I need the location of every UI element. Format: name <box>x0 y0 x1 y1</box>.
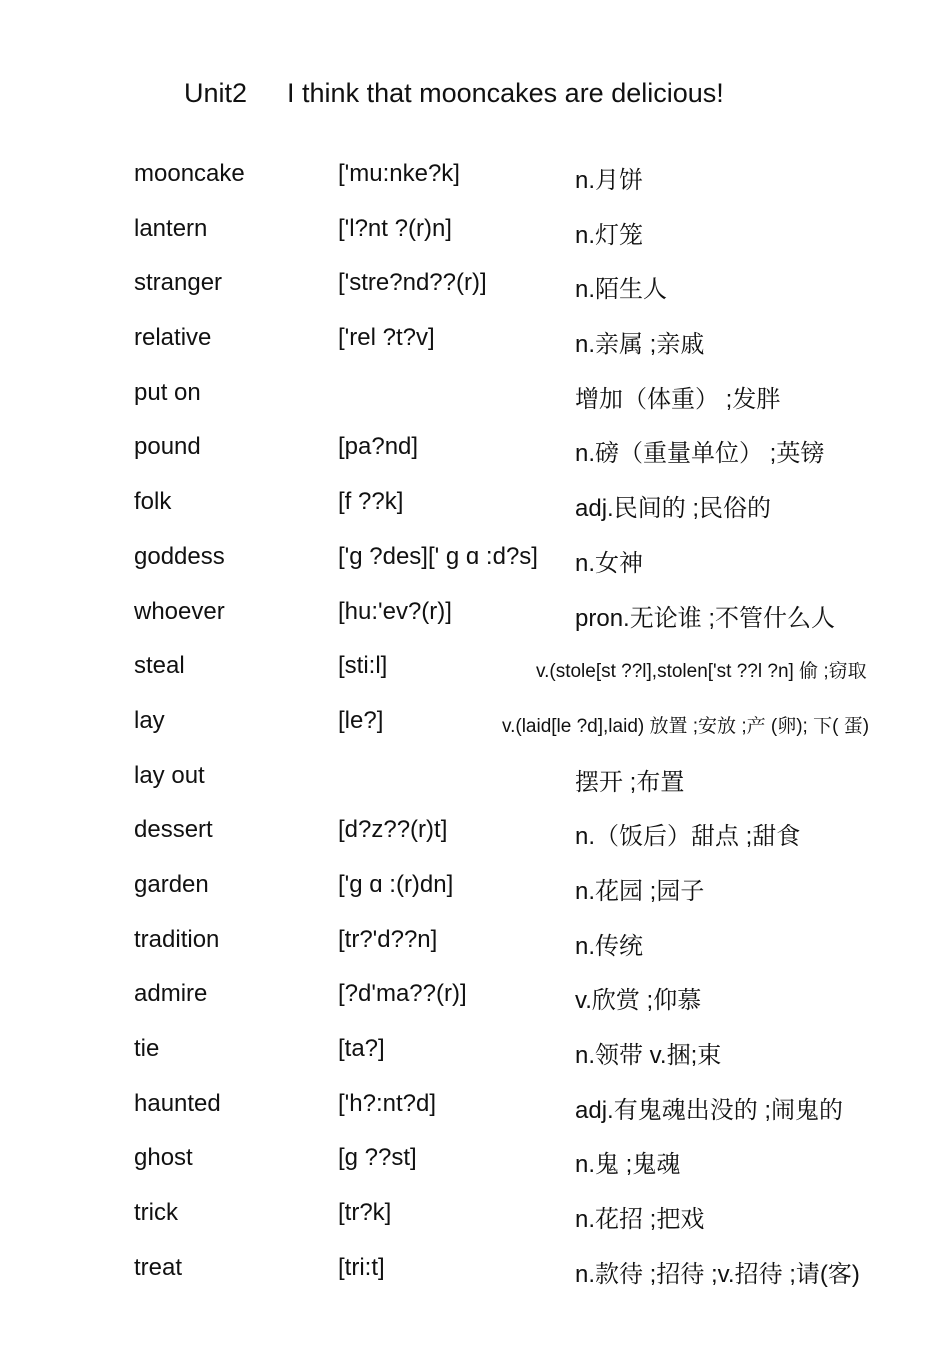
meaning: n.款待 ;招待 ;v.招待 ;请(客) <box>575 1260 860 1288</box>
phonetic: [tr?'d??n] <box>338 925 438 953</box>
word: tradition <box>134 925 220 953</box>
meaning: 摆开 ;布置 <box>575 768 685 796</box>
vocab-row-tie <box>0 1025 950 1080</box>
vocab-row-steal <box>0 642 950 697</box>
meaning: v.(stole[st ??l],stolen['st ??l ?n] 偷 ;窃取 <box>536 661 867 683</box>
vocab-row-lay <box>0 697 950 752</box>
vocab-row-dessert <box>0 806 950 861</box>
meaning: n.鬼 ;鬼魂 <box>575 1151 681 1179</box>
vocab-row-ghost <box>0 1134 950 1189</box>
meaning: n.亲属 ;亲戚 <box>575 331 705 359</box>
meaning: pron.无论谁 ;不管什么人 <box>575 604 836 632</box>
word: lantern <box>134 214 208 242</box>
phonetic: ['l?nt ?(r)n] <box>338 214 452 242</box>
vocab-row-tradition <box>0 916 950 971</box>
word: steal <box>134 652 185 680</box>
meaning: n.传统 <box>575 932 644 960</box>
vocab-row-folk <box>0 478 950 533</box>
phonetic: [d?z??(r)t] <box>338 816 448 844</box>
vocab-row-haunted <box>0 1080 950 1135</box>
phonetic: ['ɡ ?des][' ɡ ɑ :d?s] <box>338 542 538 570</box>
unit-heading: I think that mooncakes are delicious! <box>287 78 724 108</box>
vocab-row-trick <box>0 1189 950 1244</box>
meaning: n.领带 v.捆;束 <box>575 1042 722 1069</box>
word: tie <box>134 1035 160 1062</box>
vocab-row-lantern <box>0 205 950 260</box>
phonetic: ['stre?nd??(r)] <box>338 269 487 297</box>
meaning: v.(laid[le ?d],laid) 放置 ;安放 ;产 (卵); 下( 蛋) <box>502 715 870 737</box>
meaning: n.磅（重量单位） ;英镑 <box>575 440 825 468</box>
word: trick <box>134 1199 178 1227</box>
phonetic: [tri:t] <box>338 1253 385 1281</box>
page-title <box>184 78 724 109</box>
word: relative <box>134 324 212 352</box>
meaning: 增加（体重） ;发胖 <box>575 385 781 413</box>
word: ghost <box>134 1144 193 1172</box>
vocab-row-goddess <box>0 533 950 588</box>
meaning: n.花招 ;把戏 <box>575 1206 705 1234</box>
word: whoever <box>134 597 225 625</box>
word: garden <box>134 870 209 898</box>
vocab-row-mooncake <box>0 150 950 205</box>
phonetic: ['mu:nke?k] <box>338 160 460 187</box>
vocabulary-list <box>0 150 950 1298</box>
phonetic: [ɡ ??st] <box>338 1144 417 1172</box>
word: admire <box>134 980 208 1008</box>
word: lay out <box>134 761 205 789</box>
phonetic: [pa?nd] <box>338 433 419 461</box>
meaning: n.陌生人 <box>575 276 668 304</box>
word: goddess <box>134 542 225 570</box>
word: treat <box>134 1253 183 1281</box>
meaning: n.灯笼 <box>575 221 644 249</box>
phonetic: ['ɡ ɑ :(r)dn] <box>338 870 454 898</box>
vocab-row-stranger <box>0 259 950 314</box>
word: folk <box>134 488 172 516</box>
phonetic: ['rel ?t?v] <box>338 324 435 352</box>
word: mooncake <box>134 160 245 187</box>
phonetic: [tr?k] <box>338 1199 392 1227</box>
vocab-row-whoever <box>0 588 950 643</box>
meaning: adj.民间的 ;民俗的 <box>575 495 772 523</box>
word: pound <box>134 433 201 461</box>
phonetic: [sti:l] <box>338 652 388 680</box>
vocab-row-treat <box>0 1244 950 1299</box>
meaning: n.（饭后）甜点 ;甜食 <box>575 823 801 851</box>
phonetic: ['h?:nt?d] <box>338 1089 436 1117</box>
meaning: adj.有鬼魂出没的 ;闹鬼的 <box>575 1096 844 1124</box>
word: haunted <box>134 1089 221 1117</box>
meaning: n.花园 ;园子 <box>575 877 705 905</box>
word: dessert <box>134 816 213 844</box>
vocab-row-put-on <box>0 369 950 424</box>
phonetic: [ta?] <box>338 1035 385 1062</box>
vocab-row-garden <box>0 861 950 916</box>
word: stranger <box>134 269 223 297</box>
word: put on <box>134 378 201 406</box>
phonetic: [le?] <box>338 706 384 734</box>
vocab-row-lay-out <box>0 752 950 807</box>
phonetic: [?d'ma??(r)] <box>338 980 467 1008</box>
meaning: n.月饼 <box>575 167 644 194</box>
meaning: v.欣赏 ;仰慕 <box>575 987 702 1015</box>
word: lay <box>134 706 165 734</box>
phonetic: [f ??k] <box>338 488 404 516</box>
vocab-row-admire <box>0 970 950 1025</box>
vocab-row-relative <box>0 314 950 369</box>
phonetic: [hu:'ev?(r)] <box>338 597 452 625</box>
vocab-row-pound <box>0 423 950 478</box>
unit-label: Unit2 <box>184 78 248 108</box>
meaning: n.女神 <box>575 549 644 577</box>
